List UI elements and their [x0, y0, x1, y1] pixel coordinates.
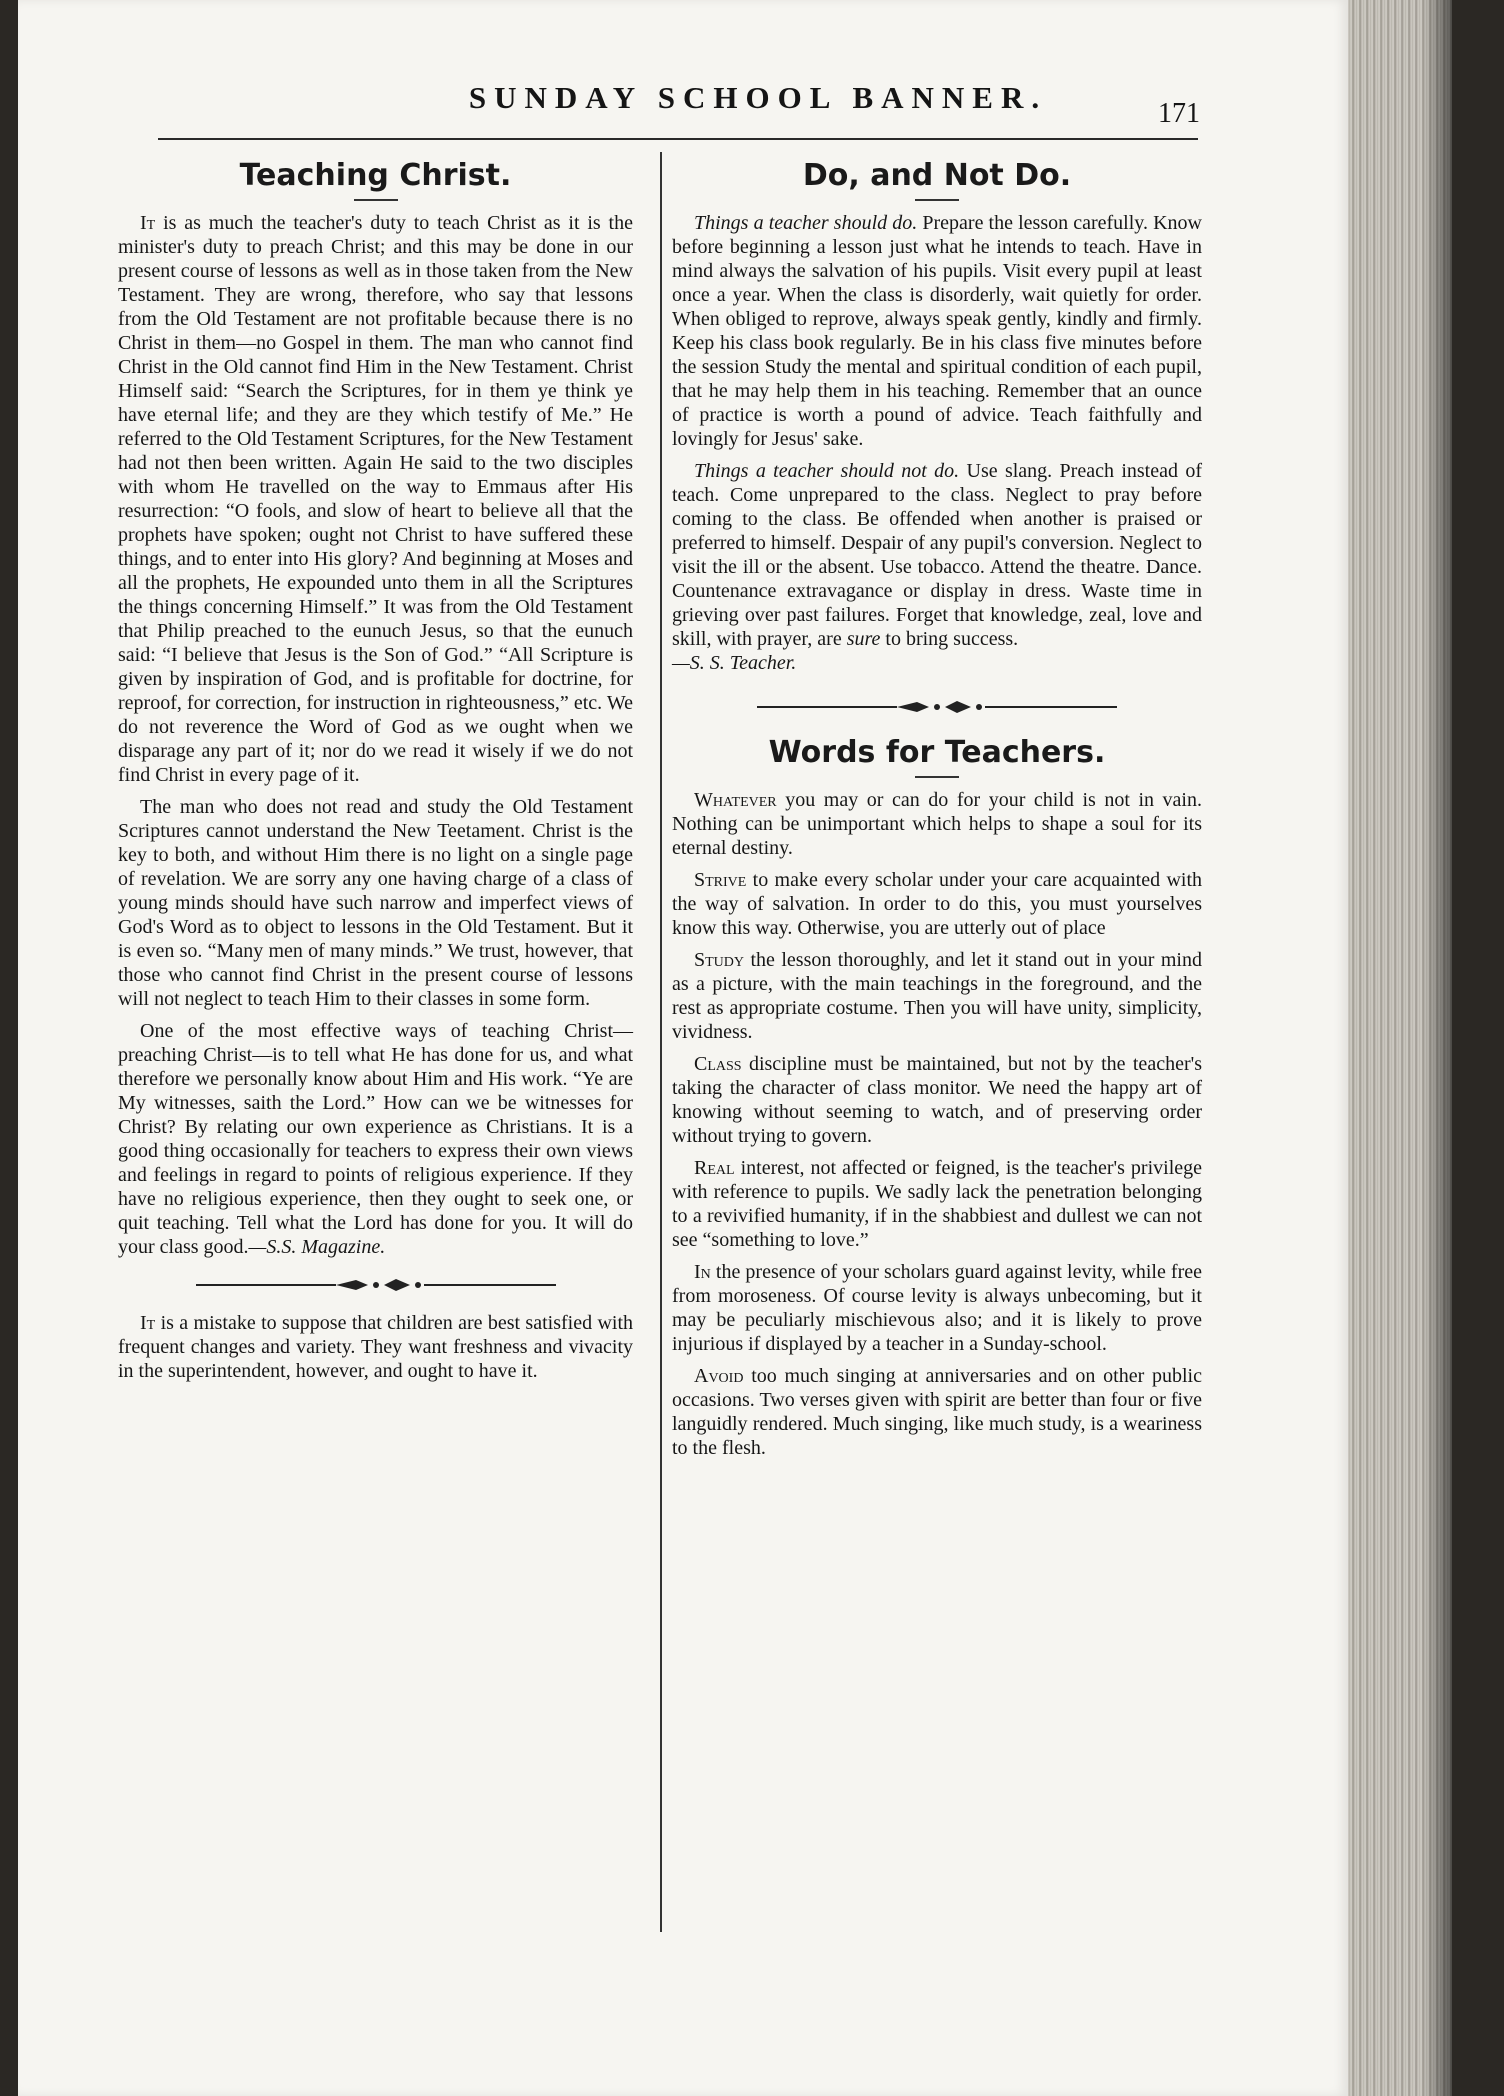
paragraph	[672, 1052, 1202, 1148]
right-column	[672, 150, 1202, 1468]
paragraph	[118, 1019, 633, 1259]
article-title-do-not-do: Do, and Not Do.	[802, 158, 1072, 193]
paragraph-text: you may or can do for your child is not in vain. Nothing can be unimportant which helps to shape a soul for its eternal destiny.	[672, 789, 1202, 859]
lead-phrase: Things a teacher should not do.	[694, 460, 960, 482]
paragraph-text: Use slang. Preach instead of teach. Come unprepared to the class. Neglect to pray before coming to the class. Be offended when another is praised or preferred to himself. Despair of any pupil's conversion. Neglect to visit the ill or the absent. Use tobacco. Attend the theatre. Dance. Countenance extravagance or display in dress. Waste time in grieving over past failures. Forget that knowledge, zeal, love and skill, with prayer, are	[672, 460, 1202, 650]
paragraph-text: is as much the teacher's duty to teach Christ as it is the minister's duty to preach Christ; and this may be done in our present course of lessons as well as in those taken from the New Testament. They are wrong, therefore, who say that lessons from the Old Testament are not profitable because there is no Christ in them—no Gospel in them. The man who cannot find Christ in the Old cannot find Him in the New Testament. Christ Himself said: “Search the Scriptures, for in them ye think ye have eternal life; and they are they which testify of Me.” He referred to the Old Testament Scriptures, for the New Testament had not then been written. Again He said to the two disciples with whom He travelled on the way to Emmaus after His resurrection: “O fools, and slow of heart to believe all that the prophets have spoken; ought not Christ to have suffered these things, and to enter into His glory? And beginning at Moses and all the prophets, He expounded unto them in all the Scriptures the things concerning Himself.” It was from the Old Testament that Philip preached to the eunuch Jesus, so that the eunuch said: “I believe that Jesus is the Son of God.” “All Scripture is given by inspiration of God, and is profitable for doctrine, for reproof, for correction, for instruction in righteousness,” etc. We do not reverence the Word of God as we ought when we disparage any part of it; nor do we read it wisely if we do not find Christ in every page of it.	[118, 212, 633, 786]
paragraph-should-do	[672, 211, 1202, 451]
paragraph-text: interest, not affected or feigned, is the teacher's privilege with reference to pupils. We sadly lack the penetration belonging to a revivified humanity, if in the shabbiest and dullest we can not see “something to love.”	[672, 1157, 1202, 1251]
paragraph-text: to make every scholar under your care acquainted with the way of salvation. In order to do this, you must yourselves know this way. Otherwise, you are utterly out of place	[672, 869, 1202, 939]
paragraph	[672, 1364, 1202, 1460]
paragraph-text: is a mistake to suppose that children are best satisfied with frequent changes and variety. They want freshness and vivacity in the superintendent, however, and ought to have it.	[118, 1312, 633, 1382]
book-page-edges	[1348, 0, 1452, 2096]
column-divider	[660, 152, 662, 1932]
ornament-divider-left	[196, 1273, 556, 1297]
paragraph	[672, 948, 1202, 1044]
paragraph-text: The man who does not read and study the Old Testament Scriptures cannot understand the New Teetament. Christ is the key to both, and without Him there is no light on a single page of revelation. We are sorry any one having charge of a class of young minds should have such narrow and imperfect views of God's Word as to object to lessons in the Old Testament. But it is even so. “Many men of many minds.” We trust, however, that those who cannot find Christ in the present course of lessons will not neglect to teach Him to their classes in some form.	[118, 796, 633, 1010]
lead-word: In	[694, 1261, 711, 1283]
lead-word: Real	[694, 1157, 735, 1179]
paragraph-text: the lesson thoroughly, and let it stand out in your mind as a picture, with the main teachings in the foreground, and the rest as appropriate costume. Then you will have unity, simplicity, vividness.	[672, 949, 1202, 1043]
left-column	[118, 150, 633, 1391]
ornament-divider-right	[757, 695, 1117, 719]
paragraph-text: to bring success.	[880, 628, 1019, 650]
lead-word: Whatever	[694, 789, 777, 811]
lead-phrase: Things a teacher should do.	[694, 212, 918, 234]
paragraph-should-not-do	[672, 459, 1202, 675]
lead-word: It	[140, 212, 156, 234]
title-dash	[915, 199, 959, 201]
lead-word: Avoid	[694, 1365, 744, 1387]
paragraph-text: too much singing at anniversaries and on other public occasions. Two verses given with spirit are better than four or five languidly rendered. Much singing, like much study, is a weariness to the flesh.	[672, 1365, 1202, 1459]
header-rule	[158, 138, 1198, 140]
running-head: SUNDAY SCHOOL BANNER.	[468, 80, 1048, 115]
emphasis: sure	[846, 628, 881, 650]
paragraph	[672, 868, 1202, 940]
paragraph-mistake-note	[118, 1311, 633, 1383]
paragraph-text: the presence of your scholars guard against levity, while free from moroseness. Of course levity is always unbecoming, but it may be peculiarly mischievous also; and it is likely to prove injurious if displayed by a teacher in a Sunday-school.	[672, 1261, 1202, 1355]
page-number: 171	[1158, 98, 1200, 129]
paragraph-text: One of the most effective ways of teaching Christ—preaching Christ—is to tell what He has done for us, and what therefore we personally know about Him and His work. “Ye are My witnesses, saith the Lord.” How can we be witnesses for Christ? By relating our own experience as Christians. It is a good thing occasionally for teachers to express their own views and feelings in regard to points of religious experience. If they have no religious experience, then they ought to seek one, or quit teaching. Tell what the Lord has done for you. It will do your class good.	[118, 1020, 633, 1258]
lead-word: Class	[694, 1053, 742, 1075]
paragraph	[118, 795, 633, 1011]
paragraph-text: discipline must be maintained, but not by the teacher's taking the character of class monitor. We need the happy art of knowing without seeming to watch, and of preserving order without trying to govern.	[672, 1053, 1202, 1147]
title-dash	[915, 776, 959, 778]
article-title-teaching-christ: Teaching Christ.	[239, 158, 512, 193]
paragraph-text: Prepare the lesson carefully. Know before beginning a lesson just what he intends to teach. Have in mind always the salvation of his pupils. Visit every pupil at least once a year. When the class is disorderly, wait quietly for order. When obliged to reprove, always speak gently, kindly and firmly. Keep his class book regularly. Be in his class five minutes before the session Study the mental and spiritual condition of each pupil, that he may help them in his teaching. Remember that an ounce of practice is worth a pound of advice. Teach faithfully and lovingly for Jesus' sake.	[672, 212, 1202, 450]
paragraph	[672, 1260, 1202, 1356]
title-dash	[354, 199, 398, 201]
paragraph	[118, 211, 633, 787]
lead-word: Study	[694, 949, 745, 971]
paragraph	[672, 1156, 1202, 1252]
lead-word: Strive	[694, 869, 747, 891]
source-attribution: —S.S. Magazine.	[248, 1236, 386, 1258]
source-attribution: —S. S. Teacher.	[672, 652, 797, 674]
lead-word: It	[140, 1312, 156, 1334]
article-title-words-for-teachers: Words for Teachers.	[768, 735, 1106, 770]
book-page	[18, 0, 1348, 2096]
paragraph	[672, 788, 1202, 860]
